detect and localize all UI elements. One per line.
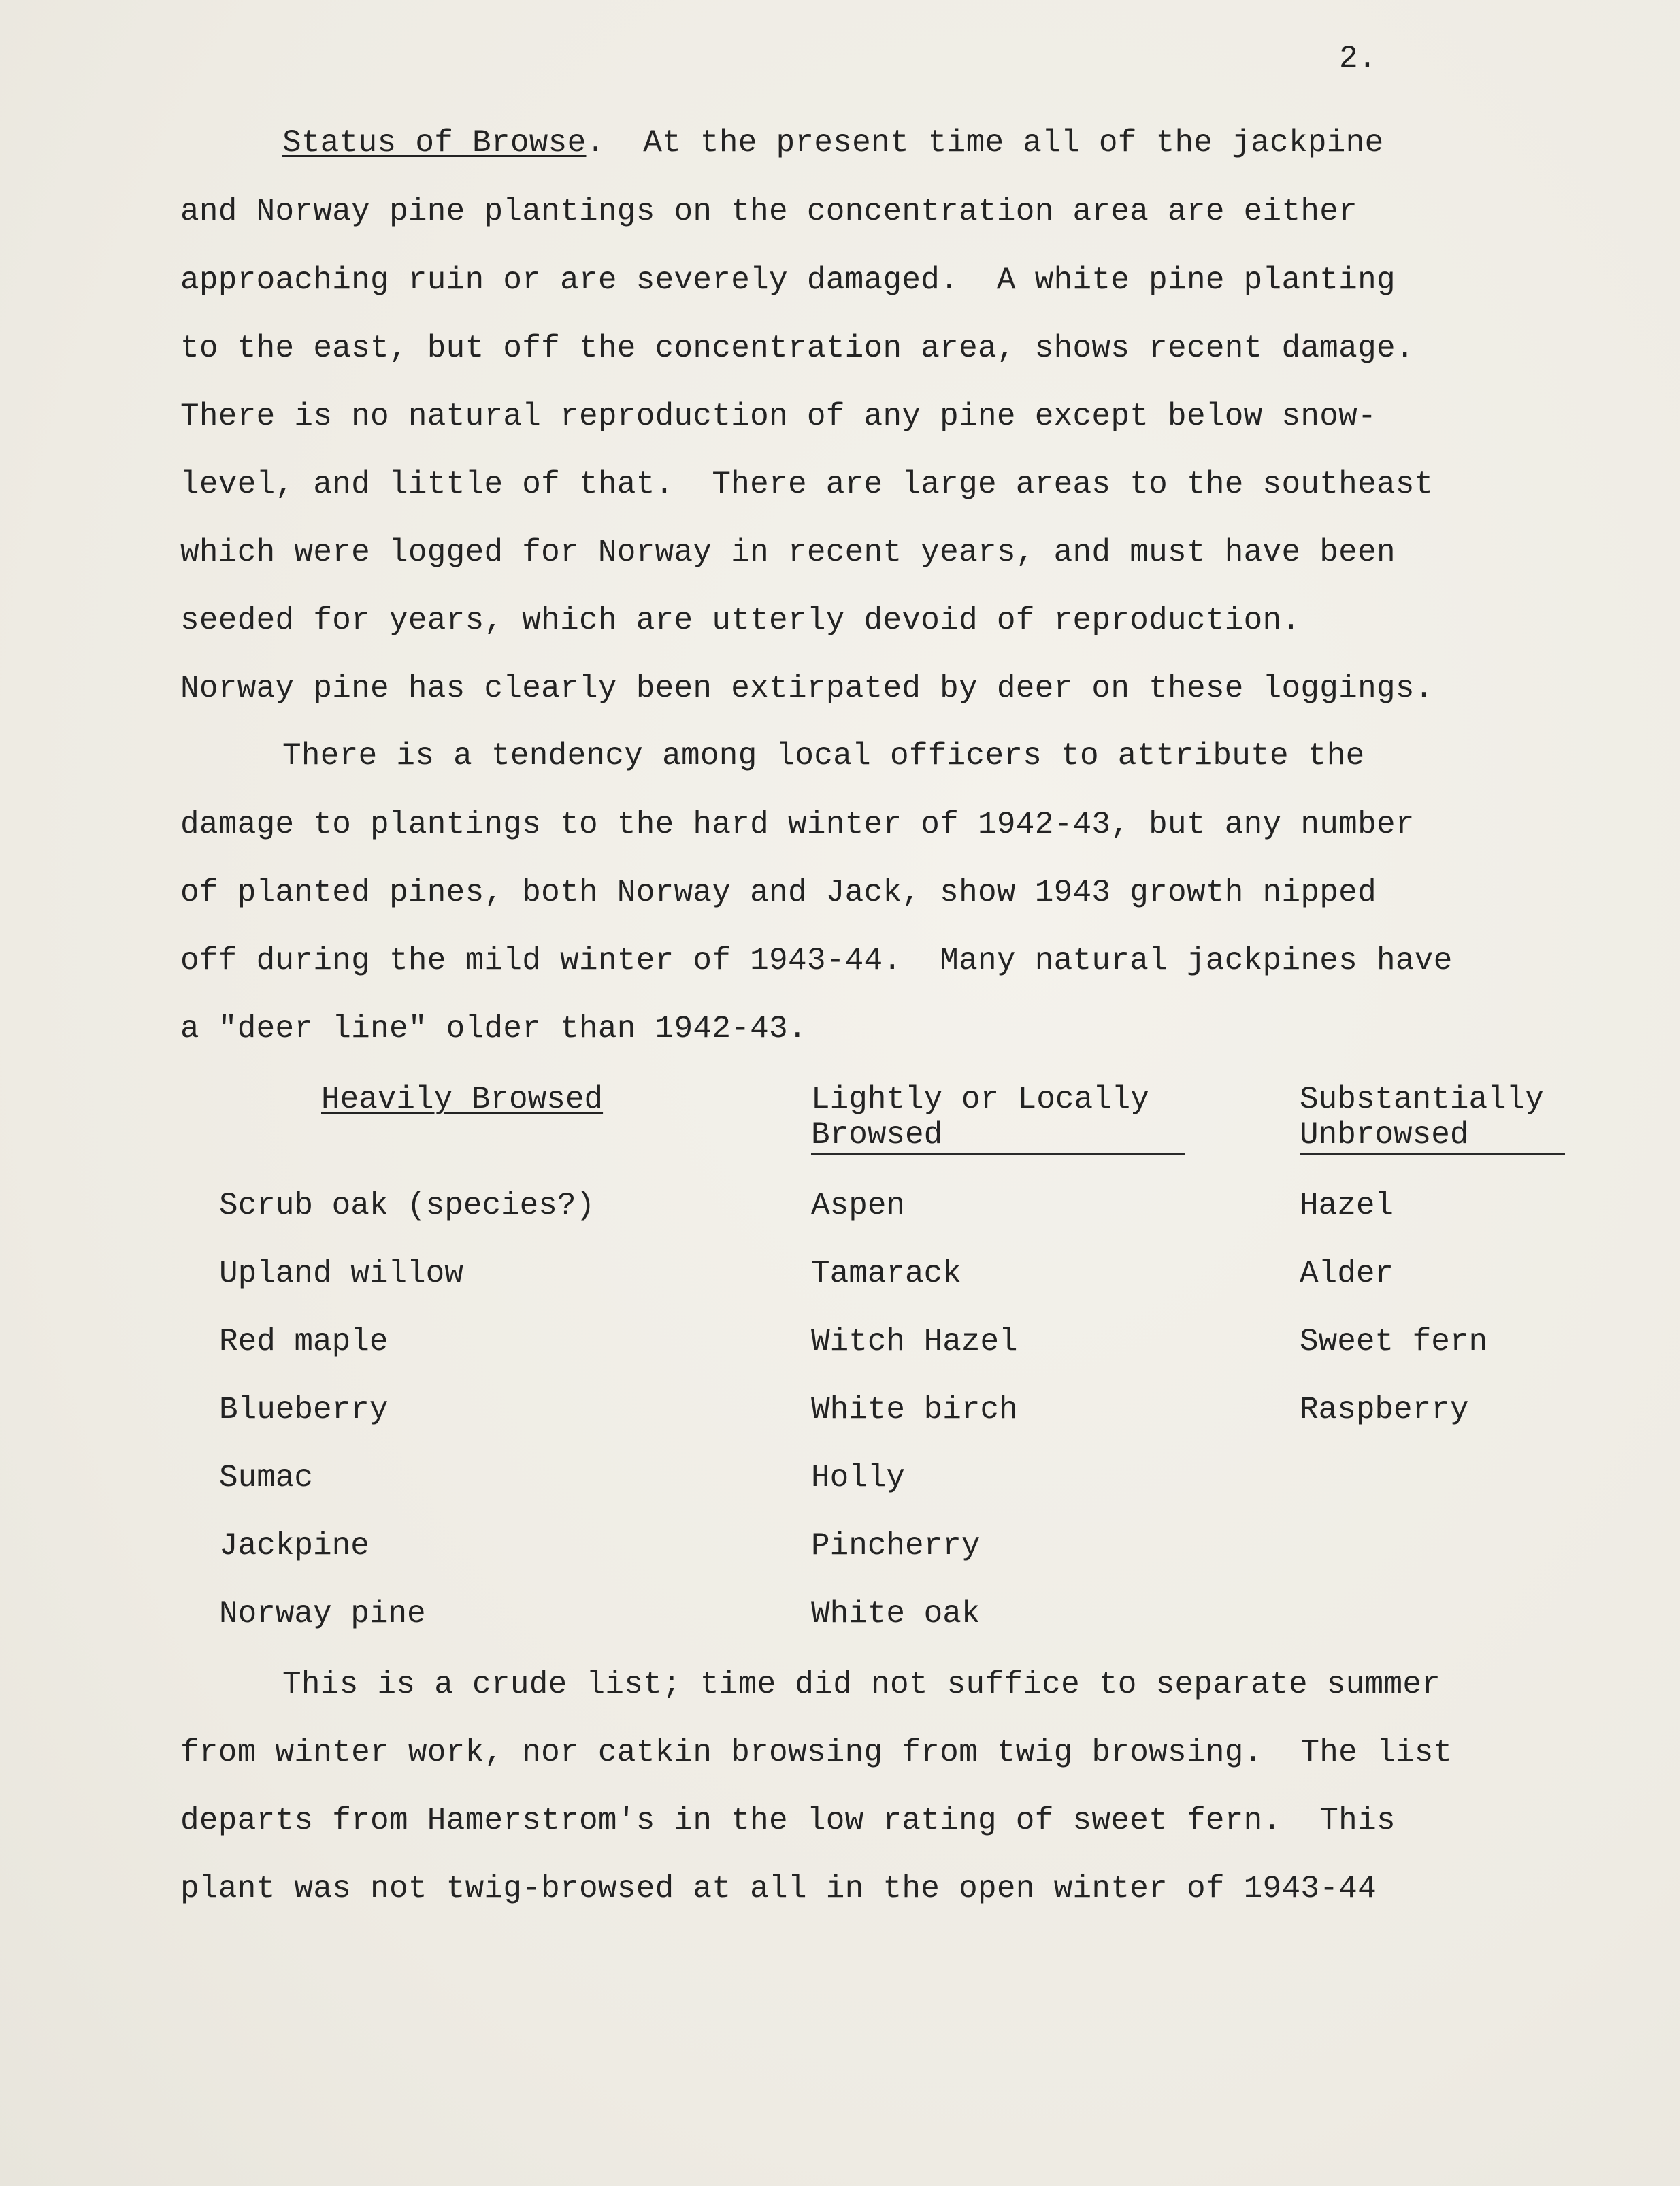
unbrowsed-item: Sweet fern (1300, 1324, 1488, 1359)
col-header-unbrowsed-line2: Unbrowsed (1300, 1117, 1469, 1153)
lightly-browsed-item: Pincherry (811, 1528, 981, 1563)
col-header-heavily-browsed: Heavily Browsed (321, 1082, 604, 1117)
lightly-browsed-item: White oak (811, 1596, 981, 1632)
section-heading: Status of Browse (282, 125, 587, 161)
para3-line: This is a crude list; time did not suffice to separate summer (282, 1667, 1441, 1702)
para2-line: a "deer line" older than 1942-43. (180, 1011, 807, 1046)
lightly-browsed-item: Holly (811, 1460, 906, 1495)
para2-line: of planted pines, both Norway and Jack, show 1943 growth nipped (180, 875, 1377, 910)
heavily-browsed-item: Jackpine (219, 1528, 369, 1563)
para1-first-line-text: At the present time all of the jackpine (605, 125, 1384, 161)
para1-line: and Norway pine plantings on the concentration area are either (180, 194, 1358, 229)
para2-line: off during the mild winter of 1943-44. Many natural jackpines have (180, 943, 1453, 978)
para3-line: departs from Hamerstrom's in the low rating of sweet fern. This (180, 1803, 1396, 1838)
heavily-browsed-item: Red maple (219, 1324, 389, 1359)
col-header-unbrowsed-rule (1300, 1153, 1565, 1155)
para1-line: approaching ruin or are severely damaged. A white pine planting (180, 263, 1396, 298)
lightly-browsed-item: Witch Hazel (811, 1324, 1018, 1359)
para2-line: damage to plantings to the hard winter of 1942-43, but any number (180, 807, 1415, 842)
page-number: 2. (1339, 41, 1377, 76)
heavily-browsed-item: Upland willow (219, 1256, 463, 1291)
unbrowsed-item: Hazel (1300, 1188, 1394, 1223)
para2-line: There is a tendency among local officers to attribute the (282, 738, 1365, 774)
heavily-browsed-item: Blueberry (219, 1392, 389, 1427)
col-header-lightly-rule (811, 1153, 1185, 1155)
col-header-lightly-line1: Lightly or Locally (811, 1082, 1149, 1117)
col-header-lightly-line2: Browsed (811, 1117, 943, 1153)
para1-line: level, and little of that. There are large areas to the southeast (180, 467, 1434, 502)
para1-first-line (282, 124, 1383, 162)
unbrowsed-item: Raspberry (1300, 1392, 1469, 1427)
heavily-browsed-item: Norway pine (219, 1596, 426, 1632)
lightly-browsed-item: Aspen (811, 1188, 906, 1223)
para1-line: seeded for years, which are utterly devoid of reproduction. (180, 603, 1301, 638)
para3-line: from winter work, nor catkin browsing from twig browsing. The list (180, 1735, 1453, 1770)
lightly-browsed-item: Tamarack (811, 1256, 961, 1291)
heavily-browsed-item: Sumac (219, 1460, 314, 1495)
para1-line: which were logged for Norway in recent years, and must have been (180, 535, 1396, 570)
section-heading-period: . (586, 125, 606, 161)
para3-line: plant was not twig-browsed at all in the open winter of 1943-44 (180, 1871, 1377, 1906)
heavily-browsed-item: Scrub oak (species?) (219, 1188, 595, 1223)
lightly-browsed-item: White birch (811, 1392, 1018, 1427)
unbrowsed-item: Alder (1300, 1256, 1394, 1291)
para1-line: There is no natural reproduction of any pine except below snow- (180, 399, 1377, 434)
para1-line: Norway pine has clearly been extirpated by deer on these loggings. (180, 671, 1434, 706)
col-header-unbrowsed-line1: Substantially (1300, 1082, 1544, 1117)
para1-line: to the east, but off the concentration area, shows recent damage. (180, 331, 1415, 366)
